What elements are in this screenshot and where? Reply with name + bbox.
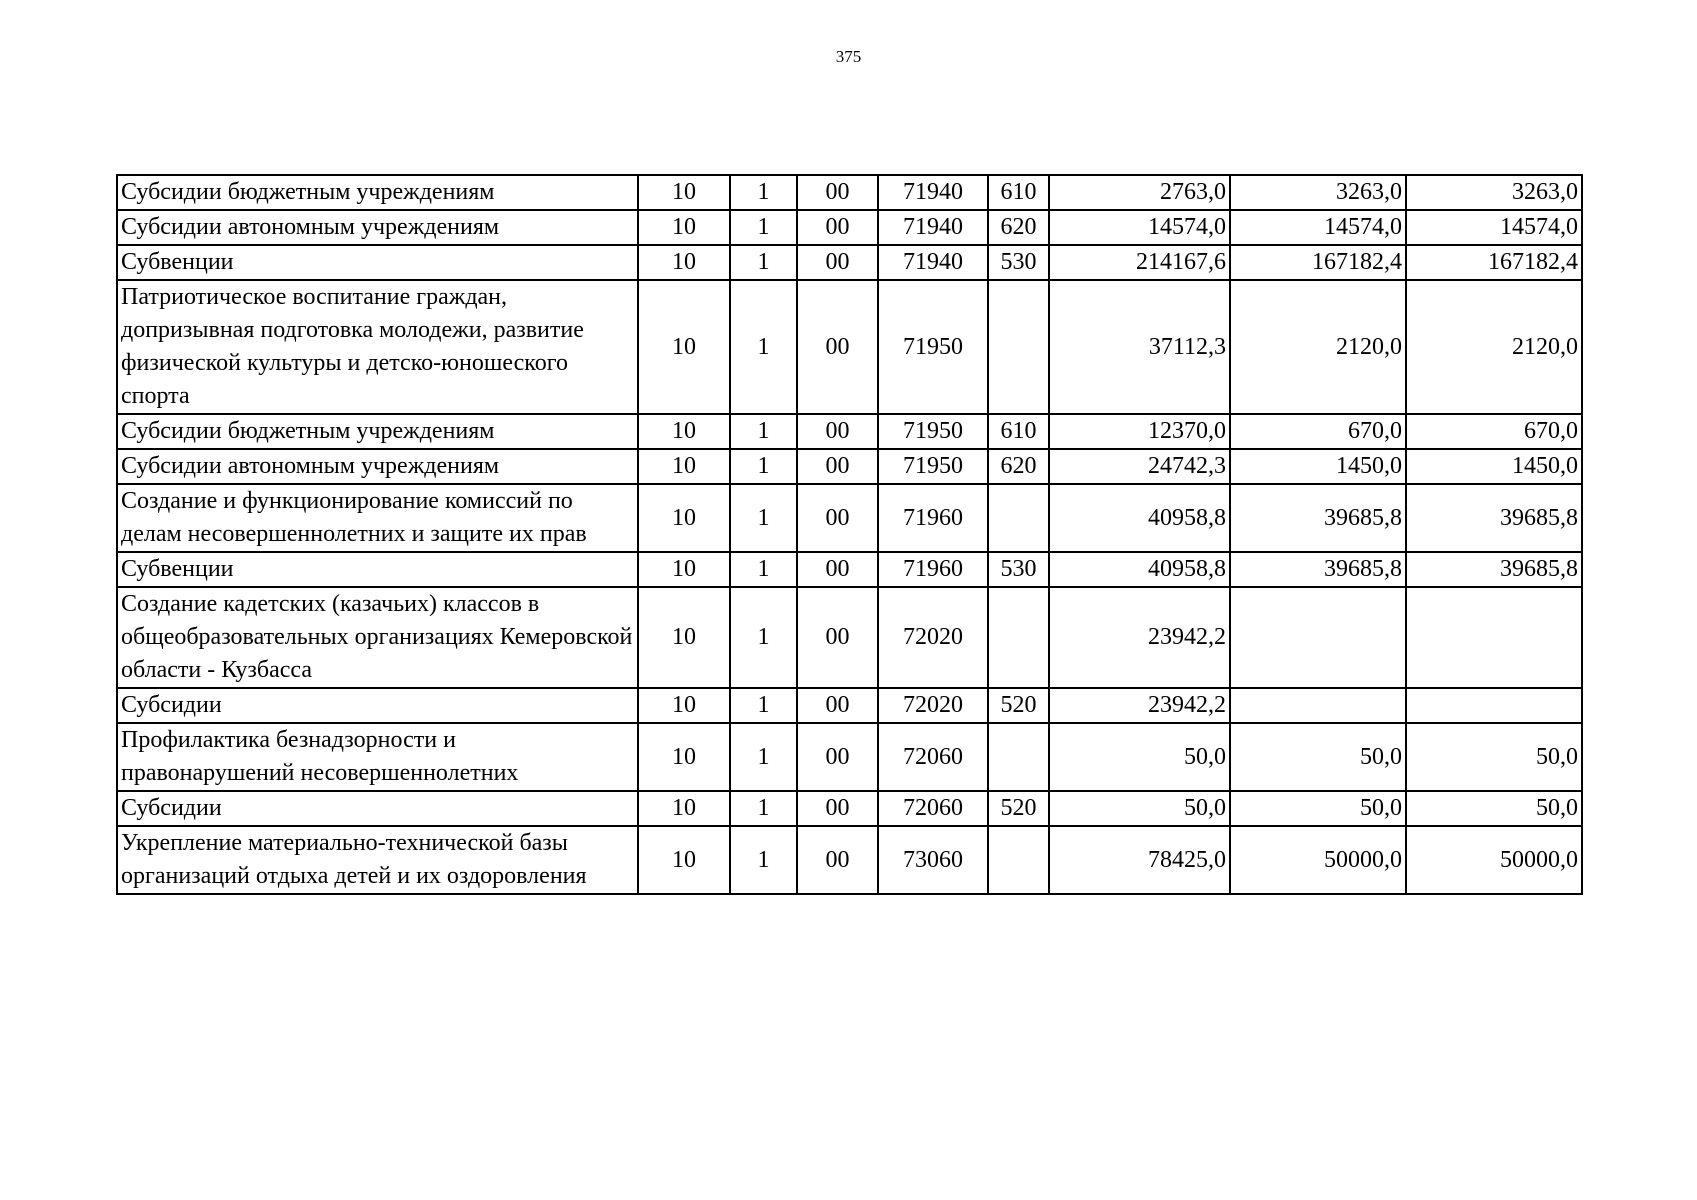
subprogram-code-cell: 00 <box>797 484 878 552</box>
amount-year3-cell: 39685,8 <box>1406 552 1582 587</box>
row-name-cell: Патриотическое воспитание граждан, допризывная подготовка молодежи, развитие физической культуры и детско-юношеского спорта <box>117 280 638 414</box>
amount-year1-cell: 2763,0 <box>1049 175 1230 210</box>
amount-year2-cell: 1450,0 <box>1230 449 1406 484</box>
subprogram-code-cell: 00 <box>797 552 878 587</box>
amount-year3-cell: 3263,0 <box>1406 175 1582 210</box>
amount-year3-cell <box>1406 688 1582 723</box>
direction-code-cell: 71950 <box>878 414 988 449</box>
table-row <box>117 791 1582 826</box>
row-name-cell: Субвенции <box>117 245 638 280</box>
program-code-cell: 1 <box>730 587 797 688</box>
expense-type-cell: 620 <box>988 210 1049 245</box>
amount-year1-cell: 23942,2 <box>1049 688 1230 723</box>
program-code-cell: 1 <box>730 280 797 414</box>
subprogram-code-cell: 00 <box>797 210 878 245</box>
subprogram-code-cell: 00 <box>797 791 878 826</box>
table-row <box>117 723 1582 791</box>
section-code-cell: 10 <box>638 210 730 245</box>
section-code-cell: 10 <box>638 484 730 552</box>
expense-type-cell <box>988 723 1049 791</box>
amount-year2-cell: 670,0 <box>1230 414 1406 449</box>
amount-year3-cell: 2120,0 <box>1406 280 1582 414</box>
table-row <box>117 210 1582 245</box>
amount-year3-cell: 167182,4 <box>1406 245 1582 280</box>
section-code-cell: 10 <box>638 414 730 449</box>
program-code-cell: 1 <box>730 245 797 280</box>
amount-year1-cell: 40958,8 <box>1049 552 1230 587</box>
direction-code-cell: 71950 <box>878 280 988 414</box>
amount-year1-cell: 14574,0 <box>1049 210 1230 245</box>
direction-code-cell: 73060 <box>878 826 988 894</box>
direction-code-cell: 72020 <box>878 587 988 688</box>
section-code-cell: 10 <box>638 280 730 414</box>
direction-code-cell: 72060 <box>878 723 988 791</box>
amount-year2-cell <box>1230 688 1406 723</box>
subprogram-code-cell: 00 <box>797 280 878 414</box>
direction-code-cell: 71950 <box>878 449 988 484</box>
amount-year1-cell: 214167,6 <box>1049 245 1230 280</box>
subprogram-code-cell: 00 <box>797 449 878 484</box>
page-number: 375 <box>835 47 862 66</box>
direction-code-cell: 72060 <box>878 791 988 826</box>
row-name-cell: Субсидии <box>117 688 638 723</box>
subprogram-code-cell: 00 <box>797 688 878 723</box>
row-name-cell: Создание и функционирование комиссий по делам несовершеннолетних и защите их прав <box>117 484 638 552</box>
section-code-cell: 10 <box>638 587 730 688</box>
amount-year1-cell: 23942,2 <box>1049 587 1230 688</box>
expense-type-cell <box>988 280 1049 414</box>
expense-type-cell <box>988 587 1049 688</box>
amount-year1-cell: 12370,0 <box>1049 414 1230 449</box>
program-code-cell: 1 <box>730 552 797 587</box>
table-row <box>117 826 1582 894</box>
expense-type-cell: 530 <box>988 552 1049 587</box>
table-row <box>117 280 1582 414</box>
table-row <box>117 245 1582 280</box>
amount-year3-cell <box>1406 587 1582 688</box>
amount-year2-cell: 39685,8 <box>1230 552 1406 587</box>
expense-type-cell: 620 <box>988 449 1049 484</box>
subprogram-code-cell: 00 <box>797 414 878 449</box>
amount-year2-cell: 3263,0 <box>1230 175 1406 210</box>
amount-year3-cell: 50,0 <box>1406 791 1582 826</box>
amount-year1-cell: 37112,3 <box>1049 280 1230 414</box>
subprogram-code-cell: 00 <box>797 587 878 688</box>
amount-year2-cell: 39685,8 <box>1230 484 1406 552</box>
table-row <box>117 587 1582 688</box>
expense-type-cell: 610 <box>988 175 1049 210</box>
section-code-cell: 10 <box>638 791 730 826</box>
row-name-cell: Субсидии автономным учреждениям <box>117 449 638 484</box>
direction-code-cell: 71960 <box>878 484 988 552</box>
program-code-cell: 1 <box>730 484 797 552</box>
direction-code-cell: 71940 <box>878 245 988 280</box>
direction-code-cell: 71940 <box>878 210 988 245</box>
amount-year1-cell: 50,0 <box>1049 791 1230 826</box>
amount-year2-cell: 50,0 <box>1230 723 1406 791</box>
section-code-cell: 10 <box>638 449 730 484</box>
subprogram-code-cell: 00 <box>797 723 878 791</box>
amount-year2-cell <box>1230 587 1406 688</box>
row-name-cell: Укрепление материально-технической базы организаций отдыха детей и их оздоровления <box>117 826 638 894</box>
amount-year3-cell: 39685,8 <box>1406 484 1582 552</box>
table-row <box>117 449 1582 484</box>
program-code-cell: 1 <box>730 449 797 484</box>
program-code-cell: 1 <box>730 791 797 826</box>
amount-year2-cell: 50000,0 <box>1230 826 1406 894</box>
expense-type-cell <box>988 484 1049 552</box>
amount-year1-cell: 40958,8 <box>1049 484 1230 552</box>
expense-type-cell <box>988 826 1049 894</box>
program-code-cell: 1 <box>730 175 797 210</box>
expense-type-cell: 520 <box>988 791 1049 826</box>
table-row <box>117 484 1582 552</box>
amount-year2-cell: 14574,0 <box>1230 210 1406 245</box>
expense-type-cell: 530 <box>988 245 1049 280</box>
amount-year3-cell: 50,0 <box>1406 723 1582 791</box>
expense-type-cell: 610 <box>988 414 1049 449</box>
table-row <box>117 175 1582 210</box>
amount-year2-cell: 167182,4 <box>1230 245 1406 280</box>
row-name-cell: Субсидии автономным учреждениям <box>117 210 638 245</box>
amount-year2-cell: 50,0 <box>1230 791 1406 826</box>
amount-year3-cell: 670,0 <box>1406 414 1582 449</box>
section-code-cell: 10 <box>638 826 730 894</box>
direction-code-cell: 71940 <box>878 175 988 210</box>
program-code-cell: 1 <box>730 414 797 449</box>
direction-code-cell: 72020 <box>878 688 988 723</box>
subprogram-code-cell: 00 <box>797 175 878 210</box>
amount-year3-cell: 1450,0 <box>1406 449 1582 484</box>
row-name-cell: Субвенции <box>117 552 638 587</box>
program-code-cell: 1 <box>730 826 797 894</box>
program-code-cell: 1 <box>730 688 797 723</box>
amount-year1-cell: 78425,0 <box>1049 826 1230 894</box>
amount-year1-cell: 50,0 <box>1049 723 1230 791</box>
section-code-cell: 10 <box>638 552 730 587</box>
section-code-cell: 10 <box>638 688 730 723</box>
amount-year2-cell: 2120,0 <box>1230 280 1406 414</box>
row-name-cell: Субсидии бюджетным учреждениям <box>117 175 638 210</box>
section-code-cell: 10 <box>638 723 730 791</box>
subprogram-code-cell: 00 <box>797 245 878 280</box>
amount-year1-cell: 24742,3 <box>1049 449 1230 484</box>
amount-year3-cell: 50000,0 <box>1406 826 1582 894</box>
row-name-cell: Создание кадетских (казачьих) классов в общеобразовательных организациях Кемеровской области - Кузбасса <box>117 587 638 688</box>
budget-table <box>116 174 1583 895</box>
table-body <box>117 175 1582 894</box>
section-code-cell: 10 <box>638 175 730 210</box>
table-row <box>117 552 1582 587</box>
row-name-cell: Субсидии <box>117 791 638 826</box>
subprogram-code-cell: 00 <box>797 826 878 894</box>
table-row <box>117 414 1582 449</box>
section-code-cell: 10 <box>638 245 730 280</box>
program-code-cell: 1 <box>730 210 797 245</box>
row-name-cell: Субсидии бюджетным учреждениям <box>117 414 638 449</box>
direction-code-cell: 71960 <box>878 552 988 587</box>
expense-type-cell: 520 <box>988 688 1049 723</box>
amount-year3-cell: 14574,0 <box>1406 210 1582 245</box>
program-code-cell: 1 <box>730 723 797 791</box>
table-row <box>117 688 1582 723</box>
row-name-cell: Профилактика безнадзорности и правонарушений несовершеннолетних <box>117 723 638 791</box>
